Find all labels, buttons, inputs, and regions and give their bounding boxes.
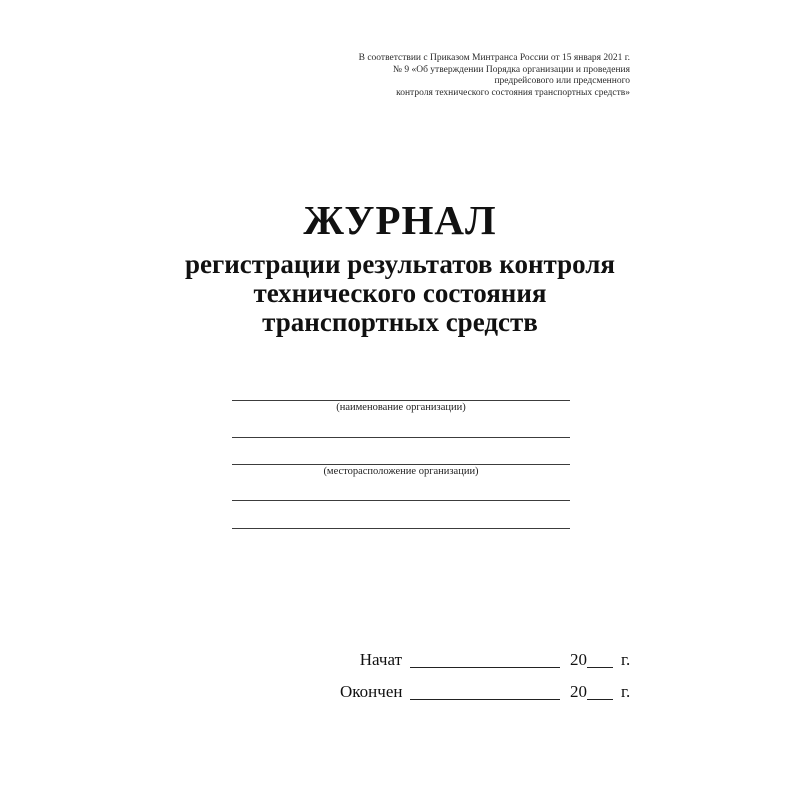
legal-note-line: контроля технического состояния транспортных средств» bbox=[396, 87, 630, 98]
journal-title: ЖУРНАЛ bbox=[303, 197, 497, 243]
journal-subtitle-line: транспортных средств bbox=[262, 307, 538, 337]
org-name-caption: (наименование организации) bbox=[336, 402, 466, 413]
finished-date-blank-line bbox=[410, 683, 560, 700]
journal-subtitle-line: технического состояния bbox=[253, 278, 547, 308]
legal-note-line: № 9 «Об утверждении Порядка организации и проведения bbox=[392, 64, 630, 75]
org-location-blank-line-3 bbox=[232, 528, 570, 529]
journal-started-row bbox=[340, 651, 630, 668]
started-year-prefix: 20 bbox=[570, 650, 587, 669]
started-label: Начат bbox=[359, 650, 402, 669]
org-location-blank-line bbox=[232, 464, 570, 465]
journal-subtitle-line: регистрации результатов контроля bbox=[184, 249, 616, 279]
journal-subtitle bbox=[0, 250, 800, 337]
started-year-suffix: г. bbox=[621, 650, 631, 669]
finished-label: Окончен bbox=[340, 682, 403, 701]
finished-year-prefix: 20 bbox=[570, 682, 587, 701]
org-name-blank-line-2 bbox=[232, 437, 570, 438]
finished-year-suffix: г. bbox=[621, 682, 631, 701]
legal-note-line: предрейсового или предсменного bbox=[494, 76, 630, 86]
legal-note-line: В соответствии с Приказом Минтранса России от 15 января 2021 г. bbox=[358, 53, 630, 63]
journal-finished-row bbox=[340, 683, 630, 700]
finished-year-blank-line bbox=[587, 683, 613, 700]
org-location-blank-line-2 bbox=[232, 500, 570, 501]
legal-reference-note bbox=[359, 53, 630, 99]
org-name-blank-line bbox=[232, 400, 570, 401]
started-year-blank-line bbox=[587, 651, 613, 668]
started-date-blank-line bbox=[410, 651, 560, 668]
org-location-caption: (месторасположение организации) bbox=[323, 466, 479, 477]
